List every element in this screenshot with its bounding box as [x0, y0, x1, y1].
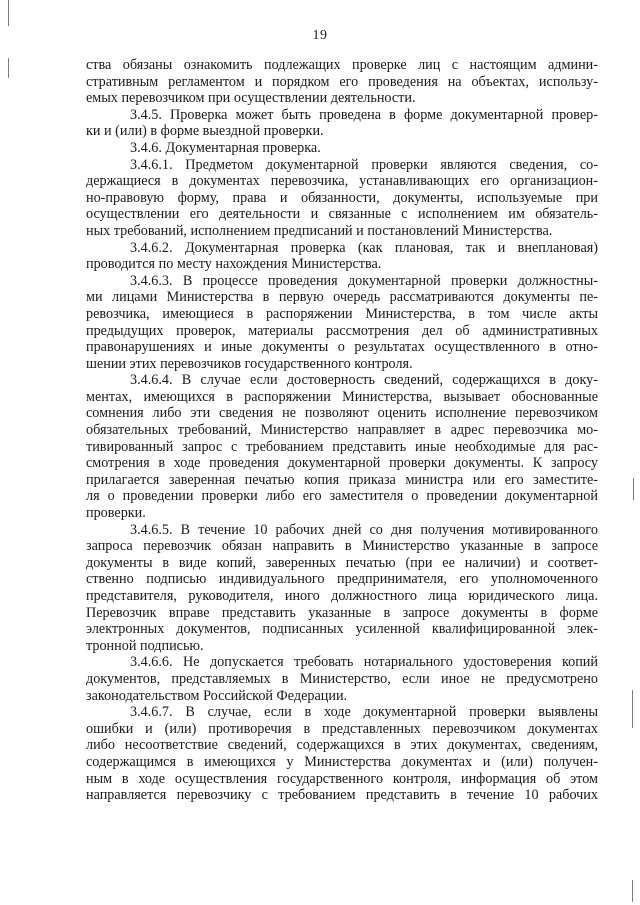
- text-line: прилагается заверенная печатью копия приказа министра или его заместите-: [86, 471, 598, 488]
- text-line: проверки.: [86, 505, 146, 522]
- text-line: законодательством Российской Федерации.: [86, 687, 348, 704]
- text-line: ментах, имеющихся в распоряжении Министерства, вызывает обоснованные: [86, 388, 598, 405]
- text-line: 3.4.6. Документарная проверка.: [130, 139, 321, 156]
- scan-artifact: [633, 478, 634, 500]
- text-line: шении этих перевозчиков государственного контроля.: [86, 355, 413, 372]
- text-line: ственно подписью индивидуального предпринимателя, его уполномоченного: [86, 571, 598, 588]
- text-line: тивированный запрос с требованием представить иные необходимые для рас-: [86, 438, 598, 455]
- text-line: 3.4.6.5. В течение 10 рабочих дней со дня получения мотивированного: [130, 521, 598, 538]
- text-line: ля о проведении проверки либо его заместителя о проведении документарной: [86, 488, 598, 505]
- text-line: предыдущих проверок, материалы рассмотрения дел об административных: [86, 322, 598, 339]
- text-line: стративным регламентом и порядком его проведения на объектах, использу-: [86, 73, 598, 90]
- text-line: емых перевозчиком при осуществлении деятельности.: [86, 90, 416, 107]
- text-line: осуществлении его деятельности и связанные с исполнением им обязатель-: [86, 206, 598, 223]
- text-line: Перевозчик вправе представить указанные в запросе документы в форме: [86, 604, 598, 621]
- text-line: либо несоответствие сведений, содержащихся в этих документах, сведениям,: [86, 737, 598, 754]
- text-line: ным в ходе осуществления государственного контроля, информация об этом: [86, 770, 598, 787]
- text-line: обязательных требований, Министерство направляет в адрес перевозчика мо-: [86, 422, 598, 439]
- text-line: правонарушениях и иные документы о результатах осуществленного в отно-: [86, 339, 598, 356]
- scan-artifact: [8, 0, 9, 26]
- text-line: проводится по месту нахождения Министерства.: [86, 256, 382, 273]
- text-line: ки и (или) в форме выездной проверки.: [86, 123, 324, 140]
- text-line: представителя, руководителя, иного должностного лица юридического лица.: [86, 588, 598, 604]
- text-line: электронных документов, подписанных усиленной квалифицированной элек-: [86, 621, 598, 638]
- text-line: тронной подписью.: [86, 637, 204, 654]
- text-line: ных требований, исполнением предписаний и постановлений Министерства.: [86, 222, 553, 239]
- text-line: 3.4.6.1. Предметом документарной проверки являются сведения, со-: [130, 156, 598, 173]
- text-line: направляется перевозчику с требованием представить в течение 10 рабочих: [86, 787, 598, 804]
- text-line: 3.4.6.3. В процессе проведения документарной проверки должностны-: [130, 272, 598, 289]
- text-line: 3.4.6.2. Документарная проверка (как плановая, так и внеплановая): [130, 239, 598, 256]
- text-line: ошибки и (или) противоречия в представленных перевозчиком документах: [86, 720, 598, 737]
- text-line: ревозчика, имеющиеся в распоряжении Министерства, в том числе акты: [86, 305, 598, 322]
- page-number: 19: [312, 28, 328, 43]
- scan-artifact: [8, 58, 9, 78]
- text-line: ми лицами Министерства в первую очередь рассматриваются документы пе-: [86, 289, 598, 306]
- scan-artifact: [632, 690, 633, 728]
- text-line: сомнения либо эти сведения не позволяют оценить исполнение перевозчиком: [86, 405, 598, 422]
- text-line: содержащимся в имеющихся у Министерства документах и (или) получен-: [86, 753, 598, 770]
- text-line: запроса перевозчик обязан направить в Министерство указанные в запросе: [86, 538, 598, 555]
- text-line: 3.4.6.4. В случае если достоверность сведений, содержащихся в доку-: [130, 372, 598, 389]
- text-line: 3.4.5. Проверка может быть проведена в форме документарной провер-: [130, 106, 598, 123]
- text-line: смотрения в ходе проведения документарной проверки документы. К запросу: [86, 455, 598, 472]
- document-body: [86, 57, 598, 804]
- text-line: держащиеся в документах перевозчика, устанавливающих его организацион-: [86, 173, 598, 190]
- scan-artifact: [632, 880, 633, 902]
- text-line: ства обязаны ознакомить подлежащих проверке лиц с настоящим админи-: [86, 57, 598, 73]
- text-line: документов, представляемых в Министерство, если иное не предусмотрено: [86, 670, 598, 687]
- text-line: 3.4.6.7. В случае, если в ходе документарной проверки выявлены: [130, 704, 598, 721]
- text-line: но-правовую форму, права и обязанности, документы, используемые при: [86, 189, 598, 206]
- text-line: документы в виде копий, заверенных печатью (при ее наличии) и соответ-: [86, 554, 598, 571]
- text-line: 3.4.6.6. Не допускается требовать нотариального удостоверения копий: [130, 654, 598, 671]
